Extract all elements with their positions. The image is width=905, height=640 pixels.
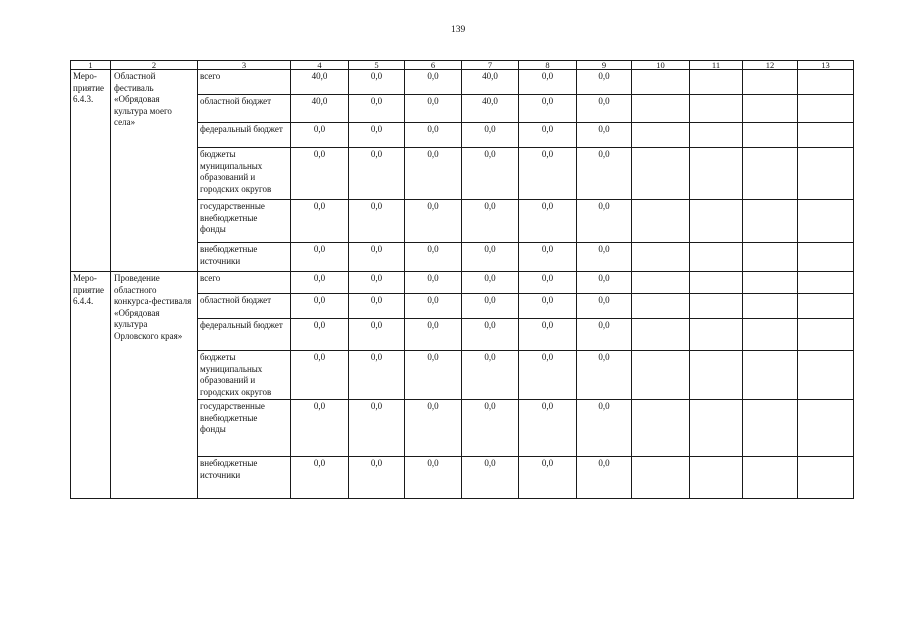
funding-source-cell	[198, 272, 291, 294]
measure-number-line: приятие	[73, 82, 105, 93]
funding-source-cell	[198, 200, 291, 243]
empty-cell	[798, 272, 854, 294]
column-number-header: 3	[198, 61, 291, 70]
funding-source-line: муниципальных	[200, 160, 263, 171]
value-cell: 0,0	[577, 148, 632, 200]
empty-cell	[632, 95, 690, 123]
empty-cell	[743, 272, 798, 294]
empty-cell	[798, 123, 854, 148]
empty-cell	[632, 400, 690, 457]
value-cell: 40,0	[291, 70, 349, 95]
value-cell: 0,0	[349, 294, 405, 319]
value-cell: 0,0	[519, 200, 577, 243]
value-cell: 0,0	[349, 400, 405, 457]
measure-title-line: культура моего	[114, 105, 172, 116]
funding-source-line: всего	[200, 71, 221, 81]
value-cell: 0,0	[291, 319, 349, 351]
column-number-header: 13	[798, 61, 854, 70]
funding-source-cell	[198, 319, 291, 351]
value-cell: 0,0	[577, 351, 632, 400]
empty-cell	[798, 243, 854, 272]
column-number-header: 6	[405, 61, 462, 70]
measure-number-cell	[71, 272, 111, 499]
empty-cell	[798, 319, 854, 351]
value-cell: 0,0	[519, 272, 577, 294]
value-cell: 0,0	[291, 200, 349, 243]
empty-cell	[798, 200, 854, 243]
value-cell: 40,0	[462, 70, 519, 95]
empty-cell	[743, 70, 798, 95]
measure-title-line: «Обрядовая	[114, 307, 160, 318]
measure-number-line: приятие	[73, 284, 105, 295]
funding-source-line: фонды	[200, 424, 226, 434]
value-cell: 0,0	[519, 148, 577, 200]
value-cell: 0,0	[349, 123, 405, 148]
funding-source-cell	[198, 148, 291, 200]
value-cell: 0,0	[519, 294, 577, 319]
value-cell: 0,0	[291, 400, 349, 457]
funding-source-line: фонды	[200, 224, 226, 234]
measure-title-line: областного	[114, 284, 157, 295]
funding-source-line: бюджеты	[200, 149, 236, 159]
value-cell: 0,0	[462, 123, 519, 148]
empty-cell	[632, 319, 690, 351]
value-cell: 0,0	[405, 148, 462, 200]
page-number: 139	[451, 25, 466, 35]
value-cell: 0,0	[405, 243, 462, 272]
funding-source-line: источники	[200, 469, 241, 480]
measure-title-line: фестиваль	[114, 82, 154, 93]
funding-source-line: внебюджетные	[200, 244, 258, 254]
empty-cell	[632, 123, 690, 148]
measure-title-cell	[111, 70, 198, 272]
funding-source-line: источники	[200, 255, 241, 266]
measure-title-line: культура	[114, 319, 148, 329]
empty-cell	[743, 351, 798, 400]
measure-title-line: «Обрядовая	[114, 94, 160, 104]
value-cell: 0,0	[577, 400, 632, 457]
measure-title-line: села»	[114, 117, 136, 127]
value-cell: 0,0	[462, 272, 519, 294]
funding-source-cell	[198, 70, 291, 95]
column-number-header: 2	[111, 61, 198, 70]
value-cell: 0,0	[291, 243, 349, 272]
empty-cell	[798, 457, 854, 499]
measure-title-line: конкурса-фестиваля	[114, 296, 192, 306]
measure-title-line: Орловского края»	[114, 330, 183, 341]
funding-source-line: внебюджетные	[200, 458, 258, 468]
funding-source-line: образований и	[200, 375, 256, 385]
empty-cell	[690, 294, 743, 319]
empty-cell	[743, 148, 798, 200]
value-cell: 0,0	[349, 243, 405, 272]
empty-cell	[632, 294, 690, 319]
value-cell: 0,0	[577, 457, 632, 499]
value-cell: 0,0	[291, 148, 349, 200]
value-cell: 0,0	[349, 95, 405, 123]
funding-source-line: областной бюджет	[200, 96, 272, 106]
value-cell: 0,0	[519, 243, 577, 272]
measure-number-line: 6.4.4.	[73, 296, 94, 306]
empty-cell	[632, 70, 690, 95]
empty-cell	[743, 200, 798, 243]
value-cell: 0,0	[462, 319, 519, 351]
value-cell: 0,0	[349, 319, 405, 351]
empty-cell	[690, 319, 743, 351]
funding-source-line: внебюджетные	[200, 212, 258, 223]
column-number-header: 11	[690, 61, 743, 70]
empty-cell	[690, 400, 743, 457]
measure-title-cell	[111, 272, 198, 499]
empty-cell	[632, 148, 690, 200]
value-cell: 0,0	[349, 351, 405, 400]
empty-cell	[743, 243, 798, 272]
value-cell: 0,0	[462, 148, 519, 200]
empty-cell	[632, 457, 690, 499]
value-cell: 0,0	[462, 351, 519, 400]
column-number-header: 10	[632, 61, 690, 70]
empty-cell	[743, 457, 798, 499]
value-cell: 0,0	[519, 319, 577, 351]
value-cell: 0,0	[462, 294, 519, 319]
empty-cell	[743, 319, 798, 351]
value-cell: 40,0	[462, 95, 519, 123]
value-cell: 0,0	[405, 200, 462, 243]
empty-cell	[632, 243, 690, 272]
header-row	[71, 61, 854, 70]
value-cell: 0,0	[577, 294, 632, 319]
funding-source-cell	[198, 123, 291, 148]
value-cell: 0,0	[349, 70, 405, 95]
funding-source-cell	[198, 95, 291, 123]
measure-number-cell	[71, 70, 111, 272]
value-cell: 0,0	[405, 457, 462, 499]
value-cell: 0,0	[577, 70, 632, 95]
funding-source-line: областной бюджет	[200, 295, 272, 305]
empty-cell	[798, 70, 854, 95]
value-cell: 0,0	[519, 457, 577, 499]
value-cell: 40,0	[291, 95, 349, 123]
column-number-header: 8	[519, 61, 577, 70]
funding-source-line: внебюджетные	[200, 412, 258, 423]
funding-source-line: образований и	[200, 172, 256, 182]
empty-cell	[690, 243, 743, 272]
column-number-header: 12	[743, 61, 798, 70]
measure-title-line: Областной	[114, 71, 156, 81]
value-cell: 0,0	[577, 319, 632, 351]
empty-cell	[798, 95, 854, 123]
table-row	[71, 70, 854, 95]
value-cell: 0,0	[349, 148, 405, 200]
funding-source-cell	[198, 400, 291, 457]
funding-source-line: городских округов	[200, 386, 272, 397]
funding-source-cell	[198, 243, 291, 272]
column-number-header: 9	[577, 61, 632, 70]
value-cell: 0,0	[519, 70, 577, 95]
value-cell: 0,0	[291, 457, 349, 499]
value-cell: 0,0	[405, 123, 462, 148]
measure-number-line: Меро-	[73, 71, 97, 81]
empty-cell	[798, 294, 854, 319]
value-cell: 0,0	[405, 95, 462, 123]
funding-source-line: государственные	[200, 401, 265, 411]
funding-source-line: всего	[200, 273, 221, 283]
funding-source-cell	[198, 457, 291, 499]
empty-cell	[798, 148, 854, 200]
funding-source-line: федеральный бюджет	[200, 320, 283, 330]
column-number-header: 1	[71, 61, 111, 70]
funding-source-line: федеральный бюджет	[200, 124, 283, 134]
value-cell: 0,0	[519, 400, 577, 457]
empty-cell	[632, 351, 690, 400]
empty-cell	[743, 123, 798, 148]
empty-cell	[632, 200, 690, 243]
empty-cell	[690, 272, 743, 294]
value-cell: 0,0	[577, 123, 632, 148]
funding-source-line: бюджеты	[200, 352, 236, 362]
funding-source-cell	[198, 294, 291, 319]
column-number-header: 4	[291, 61, 349, 70]
value-cell: 0,0	[405, 351, 462, 400]
value-cell: 0,0	[405, 70, 462, 95]
value-cell: 0,0	[462, 400, 519, 457]
empty-cell	[743, 400, 798, 457]
value-cell: 0,0	[577, 200, 632, 243]
measure-title-line: Проведение	[114, 273, 160, 283]
funding-source-cell	[198, 351, 291, 400]
value-cell: 0,0	[405, 294, 462, 319]
empty-cell	[632, 272, 690, 294]
column-number-header: 7	[462, 61, 519, 70]
empty-cell	[690, 457, 743, 499]
measure-number-line: 6.4.3.	[73, 94, 94, 104]
value-cell: 0,0	[291, 351, 349, 400]
value-cell: 0,0	[577, 95, 632, 123]
budget-table	[70, 60, 854, 499]
empty-cell	[690, 123, 743, 148]
empty-cell	[690, 200, 743, 243]
value-cell: 0,0	[405, 319, 462, 351]
value-cell: 0,0	[349, 457, 405, 499]
value-cell: 0,0	[519, 351, 577, 400]
value-cell: 0,0	[291, 294, 349, 319]
value-cell: 0,0	[462, 243, 519, 272]
value-cell: 0,0	[577, 243, 632, 272]
value-cell: 0,0	[349, 272, 405, 294]
empty-cell	[690, 95, 743, 123]
column-number-header: 5	[349, 61, 405, 70]
funding-source-line: государственные	[200, 201, 265, 211]
value-cell: 0,0	[462, 457, 519, 499]
table-row	[71, 272, 854, 294]
value-cell: 0,0	[577, 272, 632, 294]
funding-source-line: муниципальных	[200, 363, 263, 374]
empty-cell	[743, 95, 798, 123]
value-cell: 0,0	[291, 123, 349, 148]
empty-cell	[798, 351, 854, 400]
value-cell: 0,0	[405, 400, 462, 457]
value-cell: 0,0	[349, 200, 405, 243]
funding-source-line: городских округов	[200, 183, 272, 194]
value-cell: 0,0	[519, 95, 577, 123]
value-cell: 0,0	[462, 200, 519, 243]
empty-cell	[690, 148, 743, 200]
value-cell: 0,0	[405, 272, 462, 294]
empty-cell	[798, 400, 854, 457]
empty-cell	[743, 294, 798, 319]
measure-number-line: Меро-	[73, 273, 97, 283]
empty-cell	[690, 70, 743, 95]
empty-cell	[690, 351, 743, 400]
value-cell: 0,0	[291, 272, 349, 294]
value-cell: 0,0	[519, 123, 577, 148]
